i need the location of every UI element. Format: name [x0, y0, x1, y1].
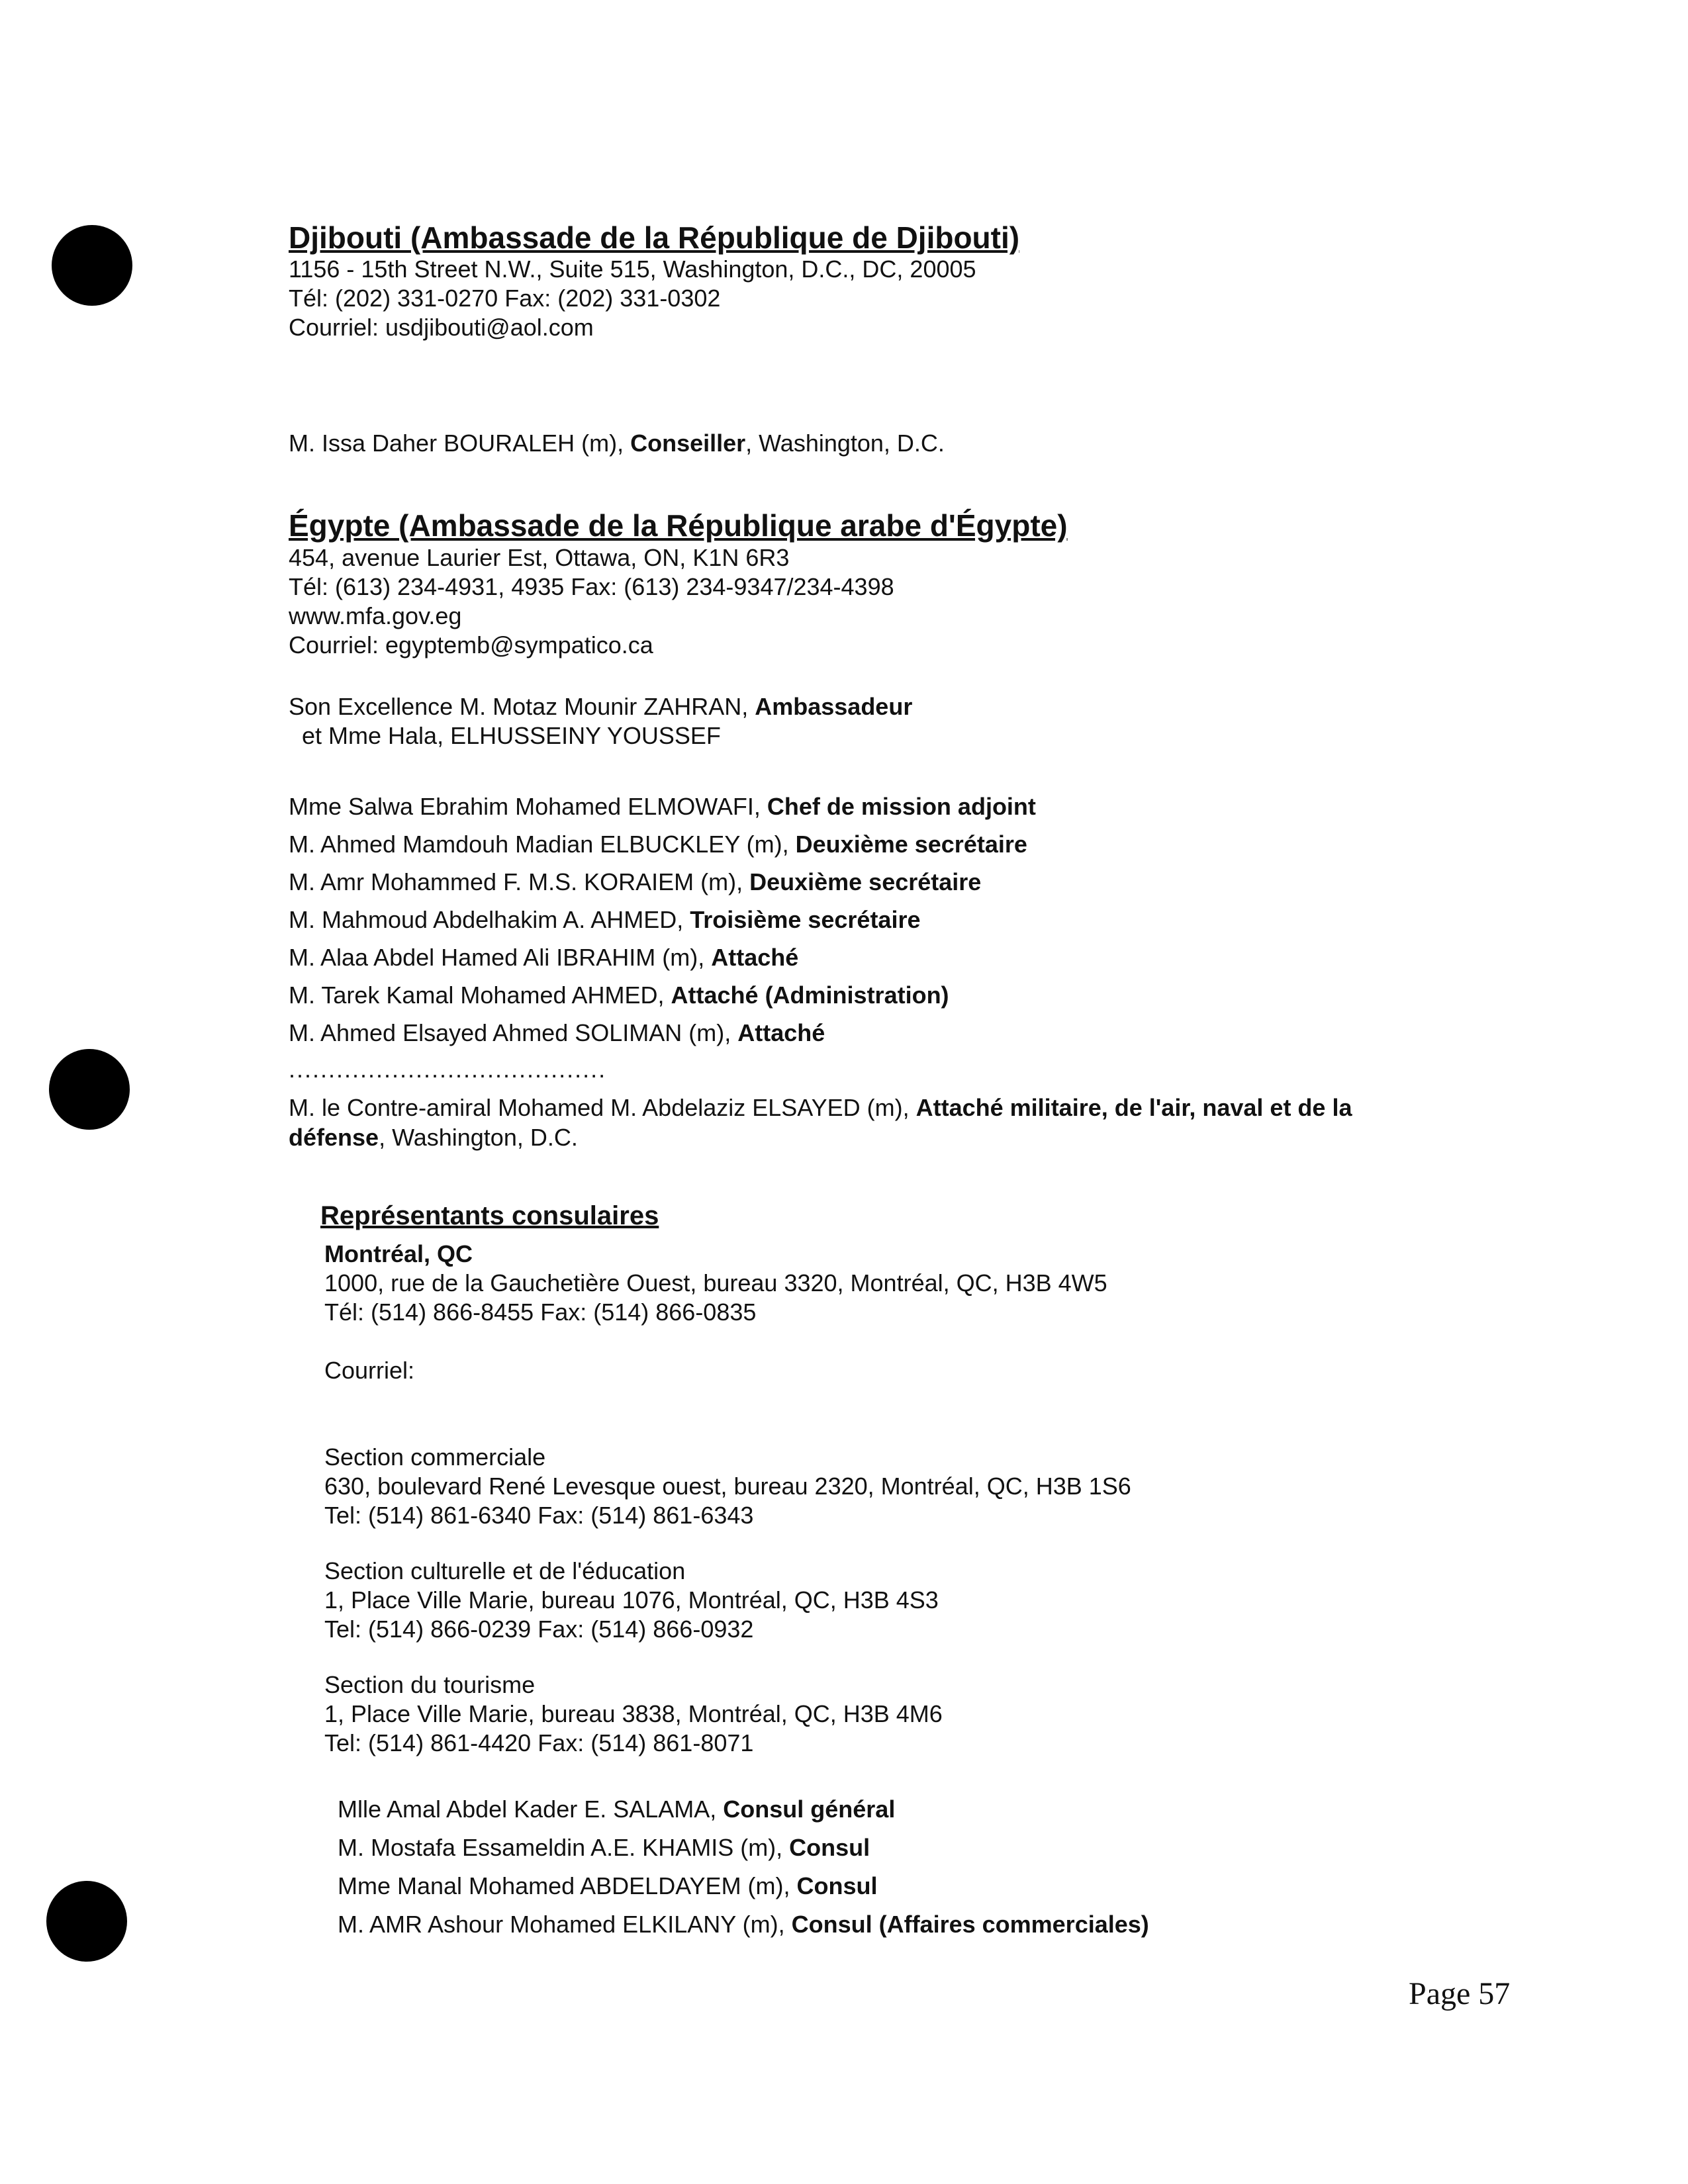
staff-title: Consul (Affaires commerciales): [791, 1911, 1149, 1938]
staff-name: M. Mahmoud Abdelhakim A. AHMED,: [289, 906, 690, 933]
consular-heading: Représentants consulaires: [320, 1201, 659, 1230]
staff-name: M. Amr Mohammed F. M.S. KORAIEM (m),: [289, 868, 750, 895]
egypt-website: www.mfa.gov.eg: [289, 602, 462, 629]
staff-entry: [289, 792, 1036, 821]
section-address: 630, boulevard René Levesque ouest, bureau 2320, Montréal, QC, H3B 1S6: [324, 1473, 1131, 1500]
consular-staff-entry: [338, 1910, 1149, 1939]
staff-name: M. Ahmed Mamdouh Madian ELBUCKLEY (m),: [289, 831, 796, 858]
staff-name: M. Issa Daher BOURALEH (m),: [289, 430, 631, 457]
binder-hole-top: [52, 225, 132, 306]
staff-location: , Washington, D.C.: [745, 430, 945, 457]
staff-entry: [289, 943, 798, 972]
staff-location: , Washington, D.C.: [379, 1124, 578, 1151]
staff-entry: [289, 905, 921, 934]
djibouti-phone: Tél: (202) 331-0270 Fax: (202) 331-0302: [289, 285, 721, 312]
djibouti-address: 1156 - 15th Street N.W., Suite 515, Washington, D.C., DC, 20005: [289, 255, 976, 283]
egypt-phone: Tél: (613) 234-4931, 4935 Fax: (613) 234-9347/234-4398: [289, 573, 894, 600]
staff-entry: [289, 830, 1027, 859]
staff-name: M. AMR Ashour Mohamed ELKILANY (m),: [338, 1911, 792, 1938]
section-phone: Tel: (514) 866-0239 Fax: (514) 866-0932: [324, 1615, 754, 1643]
section-name: Section commerciale: [324, 1443, 546, 1471]
staff-entry: [289, 1019, 825, 1048]
ambassador-title: Ambassadeur: [755, 693, 913, 720]
consular-staff-entry: [338, 1872, 878, 1901]
staff-title: Troisième secrétaire: [690, 906, 921, 933]
section-name: Section du tourisme: [324, 1671, 536, 1698]
staff-title: Attaché: [737, 1019, 825, 1046]
djibouti-heading: Djibouti (Ambassade de la République de Djibouti): [289, 220, 1020, 255]
staff-title: Consul: [789, 1834, 870, 1861]
egypt-heading: Égypte (Ambassade de la République arabe d'Égypte): [289, 508, 1068, 543]
egypt-email: Courriel: egyptemb@sympatico.ca: [289, 631, 653, 659]
section-phone: Tel: (514) 861-4420 Fax: (514) 861-8071: [324, 1729, 754, 1756]
section-address: 1, Place Ville Marie, bureau 1076, Montréal, QC, H3B 4S3: [324, 1586, 939, 1614]
staff-title: Consul: [796, 1872, 878, 1899]
military-attache-entry-cont: [289, 1123, 578, 1152]
consular-city: Montréal, QC: [324, 1240, 473, 1267]
staff-title: Deuxième secrétaire: [749, 868, 982, 895]
staff-title: Attaché (Administration): [671, 981, 949, 1009]
staff-title: Conseiller: [630, 430, 746, 457]
ambassador-name: Son Excellence M. Motaz Mounir ZAHRAN,: [289, 693, 755, 720]
section-name: Section culturelle et de l'éducation: [324, 1557, 686, 1584]
staff-entry: [289, 429, 945, 458]
staff-name: Mlle Amal Abdel Kader E. SALAMA,: [338, 1796, 724, 1823]
ambassador-entry: [289, 692, 912, 721]
consular-staff-entry: [338, 1795, 895, 1824]
section-phone: Tel: (514) 861-6340 Fax: (514) 861-6343: [324, 1502, 754, 1529]
staff-title: Chef de mission adjoint: [767, 793, 1036, 820]
dotted-separator: ........................................: [289, 1056, 607, 1083]
ambassador-spouse: et Mme Hala, ELHUSSEINY YOUSSEF: [302, 722, 721, 749]
consular-staff-entry: [338, 1833, 870, 1862]
staff-name: M. Tarek Kamal Mohamed AHMED,: [289, 981, 671, 1009]
staff-entry: [289, 868, 981, 897]
staff-title: Consul général: [723, 1796, 896, 1823]
staff-name: Mme Manal Mohamed ABDELDAYEM (m),: [338, 1872, 797, 1899]
staff-entry: [289, 981, 949, 1010]
staff-name: M. le Contre-amiral Mohamed M. Abdelaziz ELSAYED (m),: [289, 1094, 916, 1121]
staff-name: M. Alaa Abdel Hamed Ali IBRAHIM (m),: [289, 944, 712, 971]
consular-email: Courriel:: [324, 1357, 415, 1384]
consular-address: 1000, rue de la Gauchetière Ouest, bureau 3320, Montréal, QC, H3B 4W5: [324, 1269, 1107, 1297]
binder-hole-bottom: [46, 1881, 127, 1962]
page-number: Page 57: [1409, 1976, 1511, 2011]
consular-phone: Tél: (514) 866-8455 Fax: (514) 866-0835: [324, 1298, 757, 1326]
staff-title: Attaché: [711, 944, 799, 971]
staff-name: Mme Salwa Ebrahim Mohamed ELMOWAFI,: [289, 793, 767, 820]
egypt-address: 454, avenue Laurier Est, Ottawa, ON, K1N 6R3: [289, 544, 790, 571]
military-attache-entry: [289, 1093, 1352, 1122]
staff-title-cont: défense: [289, 1124, 379, 1151]
staff-title: Attaché militaire, de l'air, naval et de la: [915, 1094, 1352, 1121]
djibouti-email: Courriel: usdjibouti@aol.com: [289, 314, 594, 341]
section-address: 1, Place Ville Marie, bureau 3838, Montréal, QC, H3B 4M6: [324, 1700, 943, 1727]
binder-hole-middle: [49, 1049, 130, 1130]
staff-name: M. Mostafa Essameldin A.E. KHAMIS (m),: [338, 1834, 790, 1861]
staff-name: M. Ahmed Elsayed Ahmed SOLIMAN (m),: [289, 1019, 738, 1046]
staff-title: Deuxième secrétaire: [795, 831, 1027, 858]
